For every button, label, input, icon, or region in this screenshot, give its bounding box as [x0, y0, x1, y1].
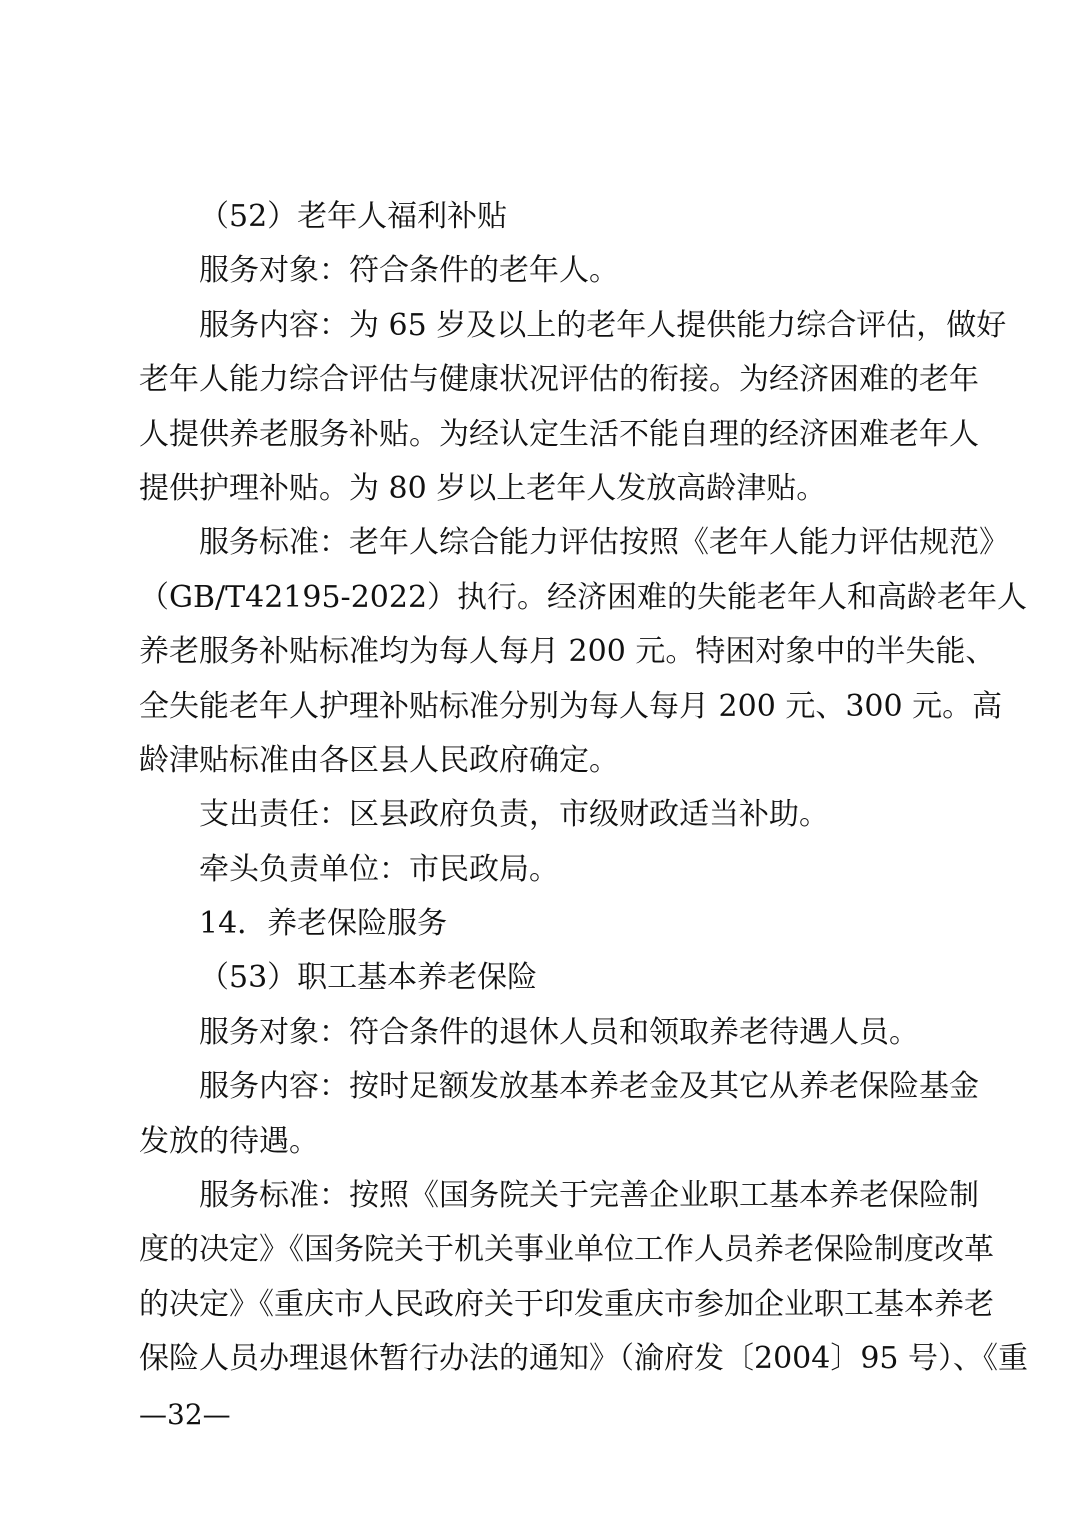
paragraph-line: 服务对象：符合条件的退休人员和领取养老待遇人员。 [199, 1014, 919, 1050]
heading-53-basic-pension-insurance: （53）职工基本养老保险 [199, 960, 538, 996]
paragraph-line: 服务内容：为 65 岁及以上的老年人提供能力综合评估，做好 [199, 307, 1007, 343]
paragraph-line: 服务标准：按照《国务院关于完善企业职工基本养老保险制 [199, 1178, 979, 1214]
paragraph-line: 全失能老年人护理补贴标准分别为每人每月 200 元、300 元。高 [139, 688, 1003, 724]
paragraph-line: 服务对象：符合条件的老年人。 [199, 253, 619, 289]
paragraph-line: 发放的待遇。 [139, 1123, 319, 1159]
page-number: —32— [139, 1398, 231, 1431]
paragraph-line: 牵头负责单位：市民政局。 [199, 851, 559, 887]
heading-52-elderly-welfare-subsidy: （52）老年人福利补贴 [199, 199, 508, 234]
paragraph-line: 保险人员办理退休暂行办法的通知》（渝府发〔2004〕95 号）、《重 [139, 1341, 1029, 1377]
paragraph-line: 服务内容：按时足额发放基本养老金及其它从养老保险基金 [199, 1069, 979, 1105]
paragraph-line: （GB/T42195-2022）执行。经济困难的失能老年人和高龄老年人 [139, 579, 1028, 615]
body-text [139, 190, 1029, 1387]
paragraph-line: 老年人能力综合评估与健康状况评估的衔接。为经济困难的老年 [139, 362, 979, 398]
paragraph-line: 提供护理补贴。为 80 岁以上老年人发放高龄津贴。 [139, 470, 827, 506]
section-heading-14-pension-services: 14．养老保险服务 [199, 906, 448, 942]
paragraph-line: 服务标准：老年人综合能力评估按照《老年人能力评估规范》 [199, 525, 1009, 561]
paragraph-line: 的决定》《重庆市人民政府关于印发重庆市参加企业职工基本养老 [139, 1286, 994, 1322]
paragraph-line: 度的决定》《国务院关于机关事业单位工作人员养老保险制度改革 [139, 1232, 994, 1268]
paragraph-line: 养老服务补贴标准均为每人每月 200 元。特困对象中的半失能、 [139, 634, 996, 670]
paragraph-line: 人提供养老服务补贴。为经认定生活不能自理的经济困难老年人 [139, 416, 979, 452]
paragraph-line: 龄津贴标准由各区县人民政府确定。 [139, 742, 619, 778]
paragraph-line: 支出责任：区县政府负责，市级财政适当补助。 [199, 797, 829, 833]
